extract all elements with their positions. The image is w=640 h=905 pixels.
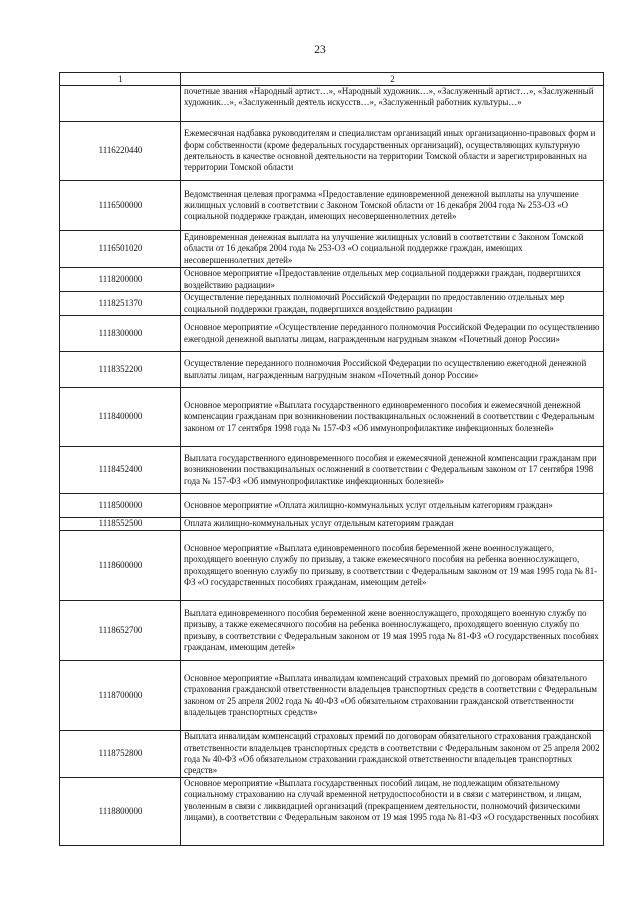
row-code: 1118200000 xyxy=(60,268,181,292)
row-description: Выплата единовременного пособия беременной жене военнослужащего, проходящего военную службу по призыву, а также ежемесячного пособия на ребенка военнослужащего, проходящего военную службу по призыву, в соответствии с Федеральным законом от 19 мая 1995 года № 81-ФЗ «О государственных пособиях гражданам, имеющим детей» xyxy=(181,601,604,661)
row-description: Основное мероприятие «Предоставление отдельных мер социальной поддержки граждан, подвергшихся воздействию радиации» xyxy=(181,268,604,292)
row-description: Ежемесячная надбавка руководителям и специалистам организаций иных организационно-правовых форм и форм собственности (кроме федеральных государственных организаций), осуществляющих культурную деятельность в качестве основной деятельности на территории Томской области и зарегистрированных на территории Томской области xyxy=(181,122,604,181)
row-code: 1118500000 xyxy=(60,494,181,518)
row-code: 1118352200 xyxy=(60,352,181,388)
table-row xyxy=(60,601,604,661)
row-code: 1116220440 xyxy=(60,122,181,181)
row-code: 1118652700 xyxy=(60,601,181,661)
row-code: 1118600000 xyxy=(60,531,181,601)
table-row xyxy=(60,181,604,231)
row-code: 1118800000 xyxy=(60,778,181,846)
table-row xyxy=(60,731,604,778)
row-description: Осуществление переданного полномочия Российской Федерации по осуществлению ежегодной денежной выплаты лицам, награжденным нагрудным знаком «Почетный донор России» xyxy=(181,352,604,388)
row-code: 1116501020 xyxy=(60,231,181,268)
row-code xyxy=(60,86,181,122)
row-description: Основное мероприятие «Выплата единовременного пособия беременной жене военнослужащего, проходящего военную службу по призыву, а также ежемесячного пособия на ребенка военнослужащего, проходящего военную службу по призыву, в соответствии с Федеральным законом от 19 мая 1995 года № 81-ФЗ «О государственных пособиях гражданам, имеющим детей» xyxy=(181,531,604,601)
column-header-2: 2 xyxy=(181,73,604,86)
table-row xyxy=(60,122,604,181)
table-row xyxy=(60,661,604,731)
table-row xyxy=(60,518,604,531)
row-description: Единовременная денежная выплата на улучшение жилищных условий в соответствии с Законом Томской области от 16 декабря 2004 года № 253-ОЗ «О социальной поддержке граждан, имеющих несовершеннолетних детей» xyxy=(181,231,604,268)
row-description: Оплата жилищно-коммунальных услуг отдельным категориям граждан xyxy=(181,518,604,531)
row-description: Основное мероприятие «Выплата государственных пособий лицам, не подлежащим обязательному социальному страхованию на случай временной нетрудоспособности и в связи с материнством, и лицам, уволенным в связи с ликвидацией организаций (прекращением деятельности, полномочий физическими лицами), в соответствии с Федеральным законом от 19 мая 1995 года № 81-ФЗ «О государственных пособиях xyxy=(181,778,604,846)
page-number: 23 xyxy=(314,44,326,56)
row-description: почетные звания «Народный артист…», «Народный художник…», «Заслуженный артист…», «Заслуженный художник…», «Заслуженный деятель искусств…», «Заслуженный работник культуры…» xyxy=(181,86,604,122)
table-row xyxy=(60,292,604,316)
row-description: Основное мероприятие «Осуществление переданного полномочия Российской Федерации по осуществлению ежегодной денежной выплаты лицам, награжденным нагрудным знаком «Почетный донор России» xyxy=(181,316,604,352)
table-row xyxy=(60,231,604,268)
row-description: Выплата инвалидам компенсаций страховых премий по договорам обязательного страхования гражданской ответственности владельцев транспортных средств в соответствии с Федеральным законом от 25 апреля 2002 года № 40-ФЗ «Об обязательном страховании гражданской ответственности владельцев транспортных средств» xyxy=(181,731,604,778)
table-row xyxy=(60,388,604,447)
row-code: 1118752800 xyxy=(60,731,181,778)
row-description: Осуществление переданных полномочий Российской Федерации по предоставлению отдельных мер социальной поддержки граждан, подвергшихся воздействию радиации xyxy=(181,292,604,316)
row-code: 1118552500 xyxy=(60,518,181,531)
row-code: 1118452400 xyxy=(60,447,181,494)
row-code: 1118700000 xyxy=(60,661,181,731)
table-header-row xyxy=(60,73,604,86)
table-row xyxy=(60,268,604,292)
row-code: 1118251370 xyxy=(60,292,181,316)
table-row xyxy=(60,494,604,518)
table-row xyxy=(60,352,604,388)
column-header-1: 1 xyxy=(60,73,181,86)
budget-classification-table xyxy=(59,72,604,846)
table-row xyxy=(60,316,604,352)
row-description: Ведомственная целевая программа «Предоставление единовременной денежной выплаты на улучшение жилищных условий в соответствии с Законом Томской области от 16 декабря 2004 года № 253-ОЗ «О социальной поддержке граждан, имеющих несовершеннолетних детей» xyxy=(181,181,604,231)
row-code: 1118400000 xyxy=(60,388,181,447)
row-description: Основное мероприятие «Выплата инвалидам компенсаций страховых премий по договорам обязательного страхования гражданской ответственности владельцев транспортных средств в соответствии с Федеральным законом от 25 апреля 2002 года № 40-ФЗ «Об обязательном страховании гражданской ответственности владельцев транспортных средств» xyxy=(181,661,604,731)
row-code: 1116500000 xyxy=(60,181,181,231)
row-code: 1118300000 xyxy=(60,316,181,352)
row-description: Основное мероприятие «Выплата государственного единовременного пособия и ежемесячной денежной компенсации гражданам при возникновении поствакцинальных осложнений в соответствии с Федеральным законом от 17 сентября 1998 года № 157-ФЗ «Об иммунопрофилактике инфекционных болезней» xyxy=(181,388,604,447)
row-description: Выплата государственного единовременного пособия и ежемесячной денежной компенсации гражданам при возникновении поствакцинальных осложнений в соответствии с Федеральным законом от 17 сентября 1998 года № 157-ФЗ «Об иммунопрофилактике инфекционных болезней» xyxy=(181,447,604,494)
row-description: Основное мероприятие «Оплата жилищно-коммунальных услуг отдельным категориям граждан» xyxy=(181,494,604,518)
table-row xyxy=(60,778,604,846)
table-row xyxy=(60,531,604,601)
table-row xyxy=(60,447,604,494)
table-row xyxy=(60,86,604,122)
